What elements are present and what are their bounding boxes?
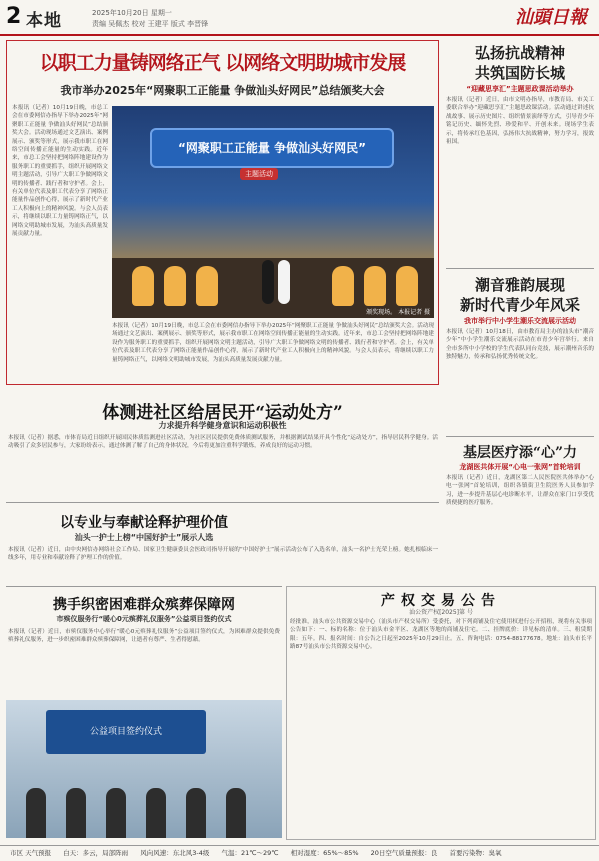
photo-banner: “网聚职工正能量 争做汕头好网民”	[150, 128, 394, 168]
editor-credits: 责编 吴佩杰 校对 王建平 版式 李晋锋	[92, 20, 209, 28]
page-header	[0, 0, 599, 36]
person-figure	[146, 788, 166, 838]
section-label: 本地	[26, 11, 62, 31]
singer-figure	[262, 260, 274, 304]
bottom-headline: 携手织密困难群众殡葬保障网	[53, 597, 235, 613]
dancer-figure	[196, 266, 218, 306]
weather-item: 气温：21℃～29℃	[221, 849, 279, 857]
dancer-figure	[132, 266, 154, 306]
divider	[446, 268, 594, 269]
photo-sign: 公益项目签约仪式	[46, 710, 206, 754]
weather-item: 首要污染物：臭氧	[449, 849, 502, 857]
ad-subtitle: 汕公资产权[2025]第 号	[409, 609, 473, 616]
main-article-body-cont: 本报讯（记者）10月19日晚，市总工会在市委网信办指导下举办2025年“网聚职工正能量 争做汕头好网民”总结颁奖大会。活动现场通过文艺演出、案例展示、颁奖等形式，展示我市职工在网络空间传播正能量的生动实践。近年来，市总工会坚持把网络阵地建设作为服务职工的重要抓手，组织开展网络文明主题活动，引导广大职工争做网络文明的传播者、践行者和守护者。会上，有关单位代表及职工代表分享了网络正能量作品创作心得，展示了新时代产业工人积极向上的精神风貌。与会人员表示，将继续以职工力量铸网络正气，以网络文明助城市发展，为汕头高质量发展贡献力量。	[112, 323, 434, 363]
ad-body: 经批准，汕头市公共资源交易中心（汕头市产权交易所）受委托，对下列商铺及住宅使用权进行公开招租，现将有关事项公告如下：一、标的名称：位于汕头市金平区、龙湖区等地的商铺及住宅。二、挂牌底价：详见标的清单。三、租赁期限：五年。四、报名时间：自公告之日起至2025年10月29日止。五、咨询电话：0754-88177678。地址：汕头市长平路87号汕头市公共资源交易中心。	[290, 619, 592, 651]
newspaper-masthead: 汕頭日報	[515, 7, 587, 28]
nursing-headline: 以专业与奉献诠释护理价值	[60, 515, 228, 531]
right-article-2-body: 本报讯（记者）10月18日，由市教育局主办的汕头市“潮音少年”中小学生潮乐交流展示活动在市青少年宫举行。来自全市多所中小学校的学生代表队同台竞技，展示潮州音乐的独特魅力，传承和弘扬优秀传统文化。	[446, 329, 594, 361]
right-article-1-title-a: 弘扬抗战精神	[474, 44, 565, 62]
right-article-2-title-b: 新时代青少年风采	[459, 296, 580, 314]
dancer-figure	[364, 266, 386, 306]
bottom-subhead: 市殡仪服务行“暖心0元殡葬礼仪服务”公益项目签约仪式	[56, 615, 232, 623]
person-figure	[26, 788, 46, 838]
middle-subhead: 力求提升科学健身意识和运动积极性	[158, 421, 287, 430]
right-article-3-title: 基层医疗添“心”力	[462, 445, 578, 461]
photo-caption: 颁奖现场。 本报记者 摄	[366, 309, 430, 316]
dancer-figure	[332, 266, 354, 306]
dancer-figure	[396, 266, 418, 306]
right-article-2-title-a: 潮音雅韵展现	[474, 276, 565, 294]
middle-article-body: 本报讯（记者）据悉，市体育局近日组织开展国民体质监测进社区活动，为社区居民提供免费体质测试服务，并根据测试结果开具个性化“运动处方”，指导居民科学健身。活动吸引了众多居民参与，大家纷纷表示，通过体测了解了自己的身体状况，今后将更加注重科学锻炼，养成良好的运动习惯。	[8, 435, 438, 450]
page-number: 2	[6, 4, 22, 29]
main-headline: 以职工力量铸网络正气 以网络文明助城市发展	[39, 52, 406, 74]
person-figure	[106, 788, 126, 838]
signing-photo	[6, 700, 282, 838]
bottom-article-body: 本报讯（记者）近日，市殡仪服务中心举行“暖心0元殡葬礼仪服务”公益项目签约仪式，为困难群众提供免费殡葬礼仪服务，进一步织密困难群众殡葬保障网，让逝者有尊严、生者得慰藉。	[8, 629, 280, 644]
weather-bar	[0, 845, 599, 861]
ad-title: 产权交易公告	[381, 593, 501, 609]
event-photo	[112, 106, 434, 318]
weather-item: 白天：多云，局部阵雨	[63, 849, 129, 857]
singer-figure	[278, 260, 290, 304]
person-figure	[186, 788, 206, 838]
weather-item: 市区 天气预报	[10, 849, 52, 857]
divider	[6, 502, 439, 503]
nursing-subhead: 汕头一护士上榜“中国好护士”展示人选	[74, 533, 214, 542]
middle-headline: 体测进社区给居民开“运动处方”	[102, 403, 343, 423]
right-article-1-body: 本报讯（记者）近日，由市文明办指导，市教育局、市关工委联合举办“迎藏思享汇”主题思政课活动。活动通过讲述抗战故事、展示历史图片、组织情景演绎等方式，引导青少年铭记历史、缅怀先烈、珍爱和平、开创未来。现场学生表示，将传承红色基因，弘扬伟大抗战精神，努力学习，报效祖国。	[446, 97, 594, 146]
right-article-1-subhead: “迎藏思享汇”主题思政课活动举办	[466, 85, 574, 93]
right-article-1-title-b: 共筑国防长城	[474, 64, 565, 82]
divider	[446, 436, 594, 437]
person-figure	[226, 788, 246, 838]
right-article-3-body: 本报讯（记者）近日，龙湖区第二人民医院医共体举办“心电一张网”首轮培训，组织各镇街卫生院医务人员参加学习，进一步提升基层心电诊断水平，让群众在家门口享受优质便捷的医疗服务。	[446, 475, 594, 507]
main-article-body: 本报讯（记者）10月19日晚，市总工会在市委网信办指导下举办2025年“网聚职工正能量 争做汕头好网民”总结颁奖大会。活动现场通过文艺演出、案例展示、颁奖等形式，展示我市职工在网络空间传播正能量的生动实践。近年来，市总工会坚持把网络阵地建设作为服务职工的重要抓手，组织开展网络文明主题活动，引导广大职工争做网络文明的传播者、践行者和守护者。会上，有关单位代表及职工代表分享了网络正能量作品创作心得，展示了新时代产业工人积极向上的精神风貌。与会人员表示，将继续以职工力量铸网络正气，以网络文明助城市发展，为汕头高质量发展贡献力量。	[12, 105, 108, 238]
date-line: 2025年10月20日 星期一	[92, 9, 172, 17]
weather-item: 相对湿度：65%～85%	[290, 849, 359, 857]
weather-item: 风向风速：东北风3-4级	[140, 849, 210, 857]
main-subhead: 我市举办2025年“网聚职工正能量 争做汕头好网民”总结颁奖大会	[60, 84, 385, 97]
weather-item: 20日空气质量预报：良	[370, 849, 438, 857]
divider	[6, 586, 282, 587]
nursing-article-body: 本报讯（记者）近日，由中央网信办网络社会工作局、国家卫生健康委员会医政司指导开展的“中国好护士”展示活动公布了入选名单，汕头一名护士光荣上榜。她扎根临床一线多年，用专业和奉献诠释了护理工作的价值。	[8, 547, 438, 562]
right-article-3-subhead: 龙湖医共体开展“心电一张网”首轮培训	[459, 463, 581, 471]
dancer-figure	[164, 266, 186, 306]
photo-theme-label: 主题活动	[240, 168, 278, 180]
right-article-2-subhead: 我市举行中小学生潮乐交流展示活动	[464, 317, 576, 325]
person-figure	[66, 788, 86, 838]
